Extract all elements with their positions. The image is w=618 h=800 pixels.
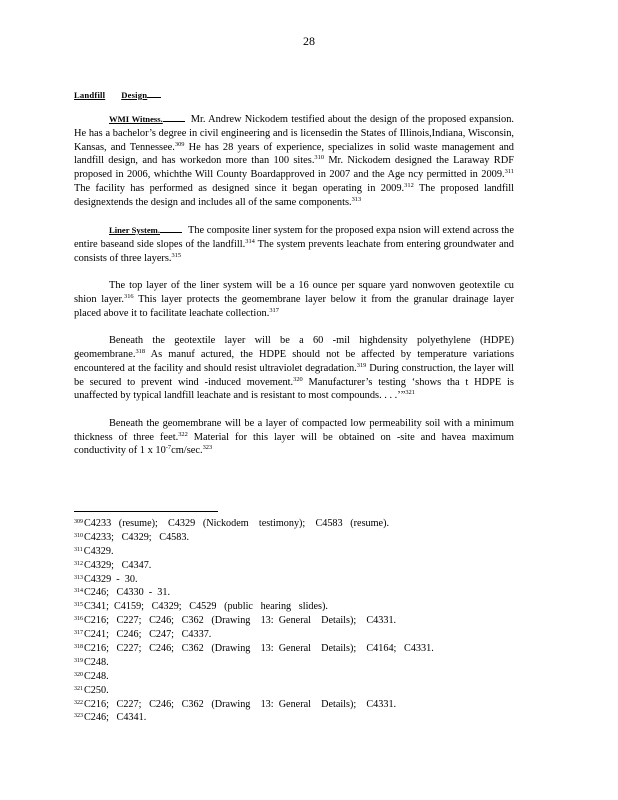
footnote-reference: 316 [124, 292, 134, 300]
footnote-text: C216; C227; C246; C362 (Drawing 13: General Details); C4331. [84, 698, 397, 710]
paragraph-text: Beneath the geomembrane will be a layer of compacted low permeability soil with a minimum thickness of three feet. [74, 417, 514, 443]
footnote-item [74, 559, 514, 573]
subheading-underline [163, 112, 185, 122]
footnote-item [74, 628, 514, 642]
footnote-text: C248. [84, 670, 109, 682]
footnote-text: C216; C227; C246; C362 (Drawing 13: General Details); C4331. [84, 615, 397, 627]
footnote-number: 312 [74, 560, 83, 567]
footnote-number: 309 [74, 519, 83, 525]
footnote-text: C246; C4330 - 31. [84, 587, 171, 599]
paragraph-text: The top layer of the liner system will be a 16 ounce per square yard nonwoven geotextile cu shion layer. [74, 280, 514, 305]
footnote-number: 318 [74, 644, 83, 651]
footnote-number: 320 [74, 671, 83, 678]
footnote-reference: 313 [351, 195, 362, 203]
body-paragraph [74, 112, 514, 210]
footnote-number: 323 [74, 713, 83, 720]
footnote-number: 315 [74, 602, 83, 609]
page-number: 28 [303, 34, 315, 48]
footnote-number: 310 [74, 532, 83, 539]
body-paragraph [74, 417, 514, 458]
footnote-item [74, 586, 514, 600]
footnote-text: C246; C4341. [84, 712, 147, 724]
footnote-reference: 311 [504, 168, 514, 176]
paragraph-text: As manuf actured, the HDPE should not be affected by temperature variations encountered at the facility and should resist ultraviolet degradation. [74, 348, 514, 374]
footnote-text: C4329 - 30. [84, 573, 138, 585]
footnote-number: 321 [74, 685, 83, 692]
paragraph-text: The system prevents leachate from entering groundwater and consists of three layers. [74, 238, 514, 264]
footnote-text: C216; C227; C246; C362 (Drawing 13: General Details); C4164; C4331. [84, 643, 434, 655]
footnote-reference: 314 [245, 237, 255, 245]
paragraph-text: Manufacturer’s testing ‘shows tha t HDPE is unaffected by typical landfill leachate and is resistant to most compounds. . . .’” [74, 376, 514, 402]
footnote-text: C4329. [83, 545, 114, 557]
body-paragraph [74, 334, 514, 403]
paragraph-text: The proposed landfill designextends the design and includes all of the same components. [74, 182, 514, 208]
paragraph-text: Beneath the geotextile layer will be a 60 -mil highdensity polyethylene (HDPE) geomembrane. [74, 335, 514, 360]
section-heading-word-1: Landfill [74, 90, 106, 100]
footnote-text: C4233 (resume); C4329 (Nickodem testimony); C4583 (resume). [84, 518, 390, 529]
footnote-number: 319 [74, 657, 83, 664]
footnote-reference: 318 [135, 347, 146, 355]
paragraph-text: Mr. Nickodem designed the Laraway RDF proposed in 2006, whichthe Will County Boardapproved in 2007 and the Age ncy permitted in 2009. [74, 155, 514, 181]
footnote-item [74, 531, 514, 545]
footnotes [74, 517, 514, 725]
footnote-reference: 315 [171, 251, 182, 259]
paragraph-text: Material for this layer will be obtained on -site and havea maximum conductivity of 1 x 10 [74, 431, 515, 457]
footnote-item [74, 698, 514, 712]
footnote-reference: -7 [165, 444, 172, 452]
paragraph-text: The composite liner system for the proposed expa nsion will extend across the entire baseand side slopes of the landfill. [74, 225, 514, 250]
paragraph-subheading: WMI Witness. [109, 114, 163, 124]
footnote-text: C4233; C4329; C4583. [84, 531, 189, 543]
footnote-item [74, 600, 514, 614]
paragraph-text: This layer protects the geomembrane layer below it from the granular drainage layer placed above it to facilitate leachate collection. [74, 293, 514, 319]
paragraph-text: The facility has performed as designed since it began operating in 2009. [74, 182, 405, 194]
footnote-item [74, 711, 514, 725]
footnote-number: 322 [74, 699, 83, 706]
footnote-reference: 319 [356, 361, 367, 369]
body-paragraph [74, 279, 514, 320]
footnote-reference: 317 [269, 306, 279, 314]
footnote-separator [74, 511, 218, 512]
section-heading [74, 89, 161, 103]
footnote-text: C248. [84, 656, 109, 668]
footnote-reference: 322 [178, 430, 188, 438]
footnote-number: 317 [74, 630, 83, 637]
footnote-item [74, 656, 514, 670]
footnote-item [74, 670, 514, 684]
footnote-reference: 321 [405, 389, 415, 397]
paragraph-text: During construction, the layer will be secured to prevent wind -induced movement. [74, 362, 514, 388]
footnote-item [74, 517, 514, 531]
footnote-text: C341; C4159; C4329; C4529 (public hearing slides). [84, 601, 328, 613]
footnote-number: 313 [74, 574, 83, 581]
footnote-number: 311 [74, 546, 83, 553]
paragraph-text: Mr. Andrew Nickodem testified about the design of the proposed expansion. He has a bachelor’s degree in civil engineering and is licensedin the States of Illinois,Indiana, Wisconsin, Kansas, and Tennessee. [74, 114, 514, 153]
footnote-number: 314 [74, 588, 83, 595]
document-body [74, 112, 514, 472]
footnote-reference: 310 [314, 154, 325, 162]
paragraph-text: cm/sec. [171, 445, 203, 457]
section-heading-word-2: Design [121, 90, 148, 100]
footnote-reference: 323 [202, 444, 213, 452]
footnote-item [74, 684, 514, 698]
paragraph-subheading: Liner System. [109, 225, 160, 236]
footnote-reference: 309 [174, 140, 185, 148]
footnote-reference: 320 [293, 375, 303, 383]
footnote-text: C250. [84, 684, 109, 696]
footnote-item [74, 614, 514, 628]
footnote-item [74, 642, 514, 656]
paragraph-text: He has 28 years of experience, specializes in solid waste management and landfill design, and has workedon more than 100 sites. [74, 141, 514, 167]
footnote-item [74, 573, 514, 587]
footnote-item [74, 545, 514, 559]
footnote-text: C241; C246; C247; C4337. [84, 629, 212, 641]
body-paragraph [74, 223, 514, 265]
footnote-number: 316 [74, 616, 83, 623]
footnote-text: C4329; C4347. [84, 559, 152, 571]
subheading-underline [160, 223, 182, 233]
footnote-reference: 312 [404, 181, 414, 189]
